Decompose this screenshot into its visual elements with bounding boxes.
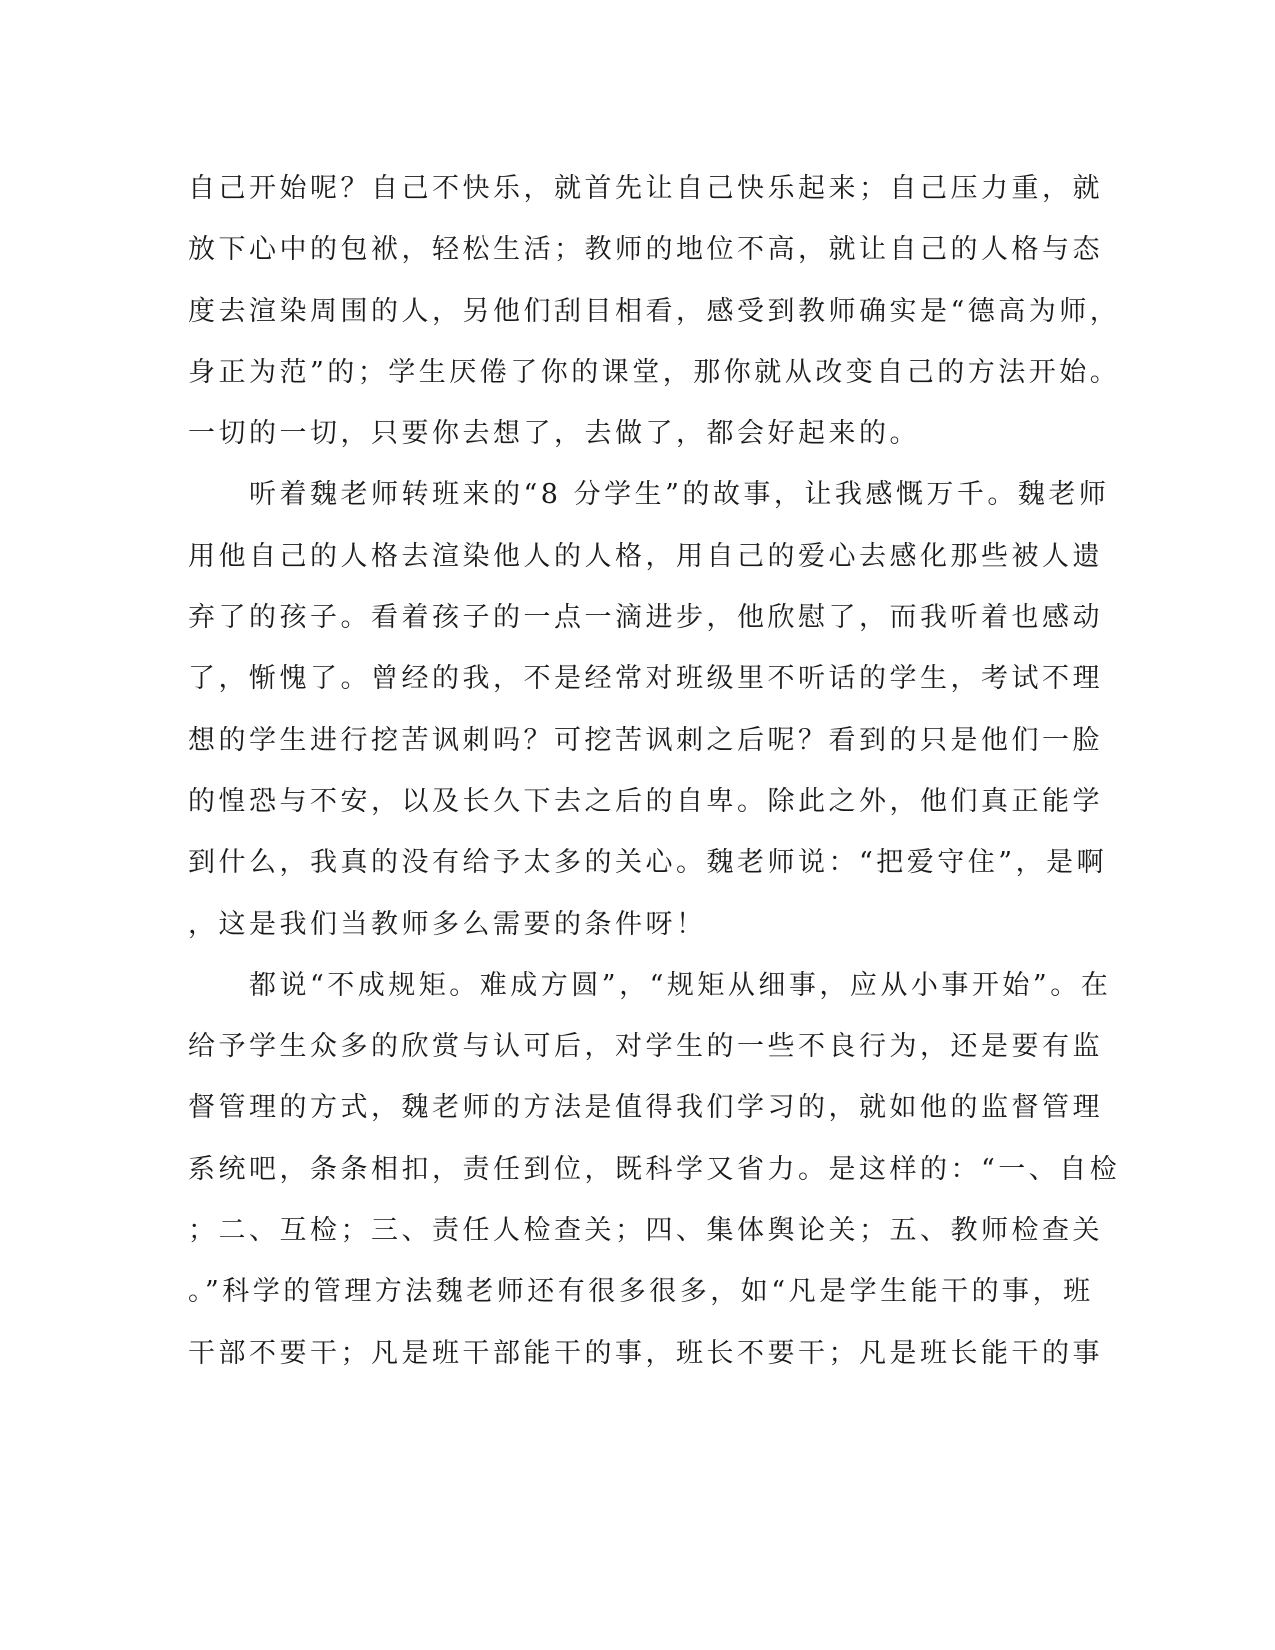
text-line: 都说“不成规矩。难成方圆”，“规矩从细事，应从小事开始”。在 bbox=[188, 969, 1112, 1001]
text-line: 督管理的方式，魏老师的方法是值得我们学习的，就如他的监督管理 bbox=[188, 1092, 1103, 1124]
text-line: 到什么，我真的没有给予太多的关心。魏老师说：“把爱守住”，是啊 bbox=[188, 847, 1108, 879]
text-line: 给予学生众多的欣赏与认可后，对学生的一些不良行为，还是要有监 bbox=[188, 1031, 1103, 1063]
text-line: 系统吧，条条相扣，责任到位，既科学又省力。是这样的：“一、自检 bbox=[188, 1153, 1121, 1185]
text-line: 弃了的孩子。看着孩子的一点一滴进步，他欣慰了，而我听着也感动 bbox=[188, 602, 1103, 634]
text-line: 用他自己的人格去渲染他人的人格，用自己的爱心去感化那些被人遗 bbox=[188, 540, 1103, 572]
text-line: 自己开始呢？自己不快乐，就首先让自己快乐起来；自己压力重，就 bbox=[188, 173, 1103, 204]
text-line: 干部不要干；凡是班干部能干的事，班长不要干；凡是班长能干的事 bbox=[188, 1337, 1103, 1369]
text-line: 放下心中的包袱，轻松生活；教师的地位不高，就让自己的人格与态 bbox=[188, 234, 1103, 266]
text-line: ；二、互检；三、责任人检查关；四、集体舆论关；五、教师检查关 bbox=[188, 1215, 1103, 1247]
text-line: 听着魏老师转班来的“8 分学生”的故事，让我感慨万千。魏老师 bbox=[188, 479, 1110, 511]
text-line: 。”科学的管理方法魏老师还有很多很多，如“凡是学生能干的事，班 bbox=[188, 1276, 1094, 1308]
text-line: 一切的一切，只要你去想了，去做了，都会好起来的。 bbox=[188, 418, 920, 450]
text-line: ，这是我们当教师多么需要的条件呀！ bbox=[188, 908, 707, 940]
text-line: 度去渲染周围的人，另他们刮目相看，感受到教师确实是“德高为师， bbox=[188, 295, 1121, 327]
text-line: 想的学生进行挖苦讽刺吗？可挖苦讽刺之后呢？看到的只是他们一脸 bbox=[188, 724, 1103, 756]
text-line: 了，惭愧了。曾经的我，不是经常对班级里不听话的学生，考试不理 bbox=[188, 663, 1103, 695]
text-line: 的惶恐与不安，以及长久下去之后的自卑。除此之外，他们真正能学 bbox=[188, 785, 1103, 817]
text-line: 身正为范”的；学生厌倦了你的课堂，那你就从改变自己的方法开始。 bbox=[188, 356, 1121, 388]
body-text bbox=[188, 158, 1121, 1384]
